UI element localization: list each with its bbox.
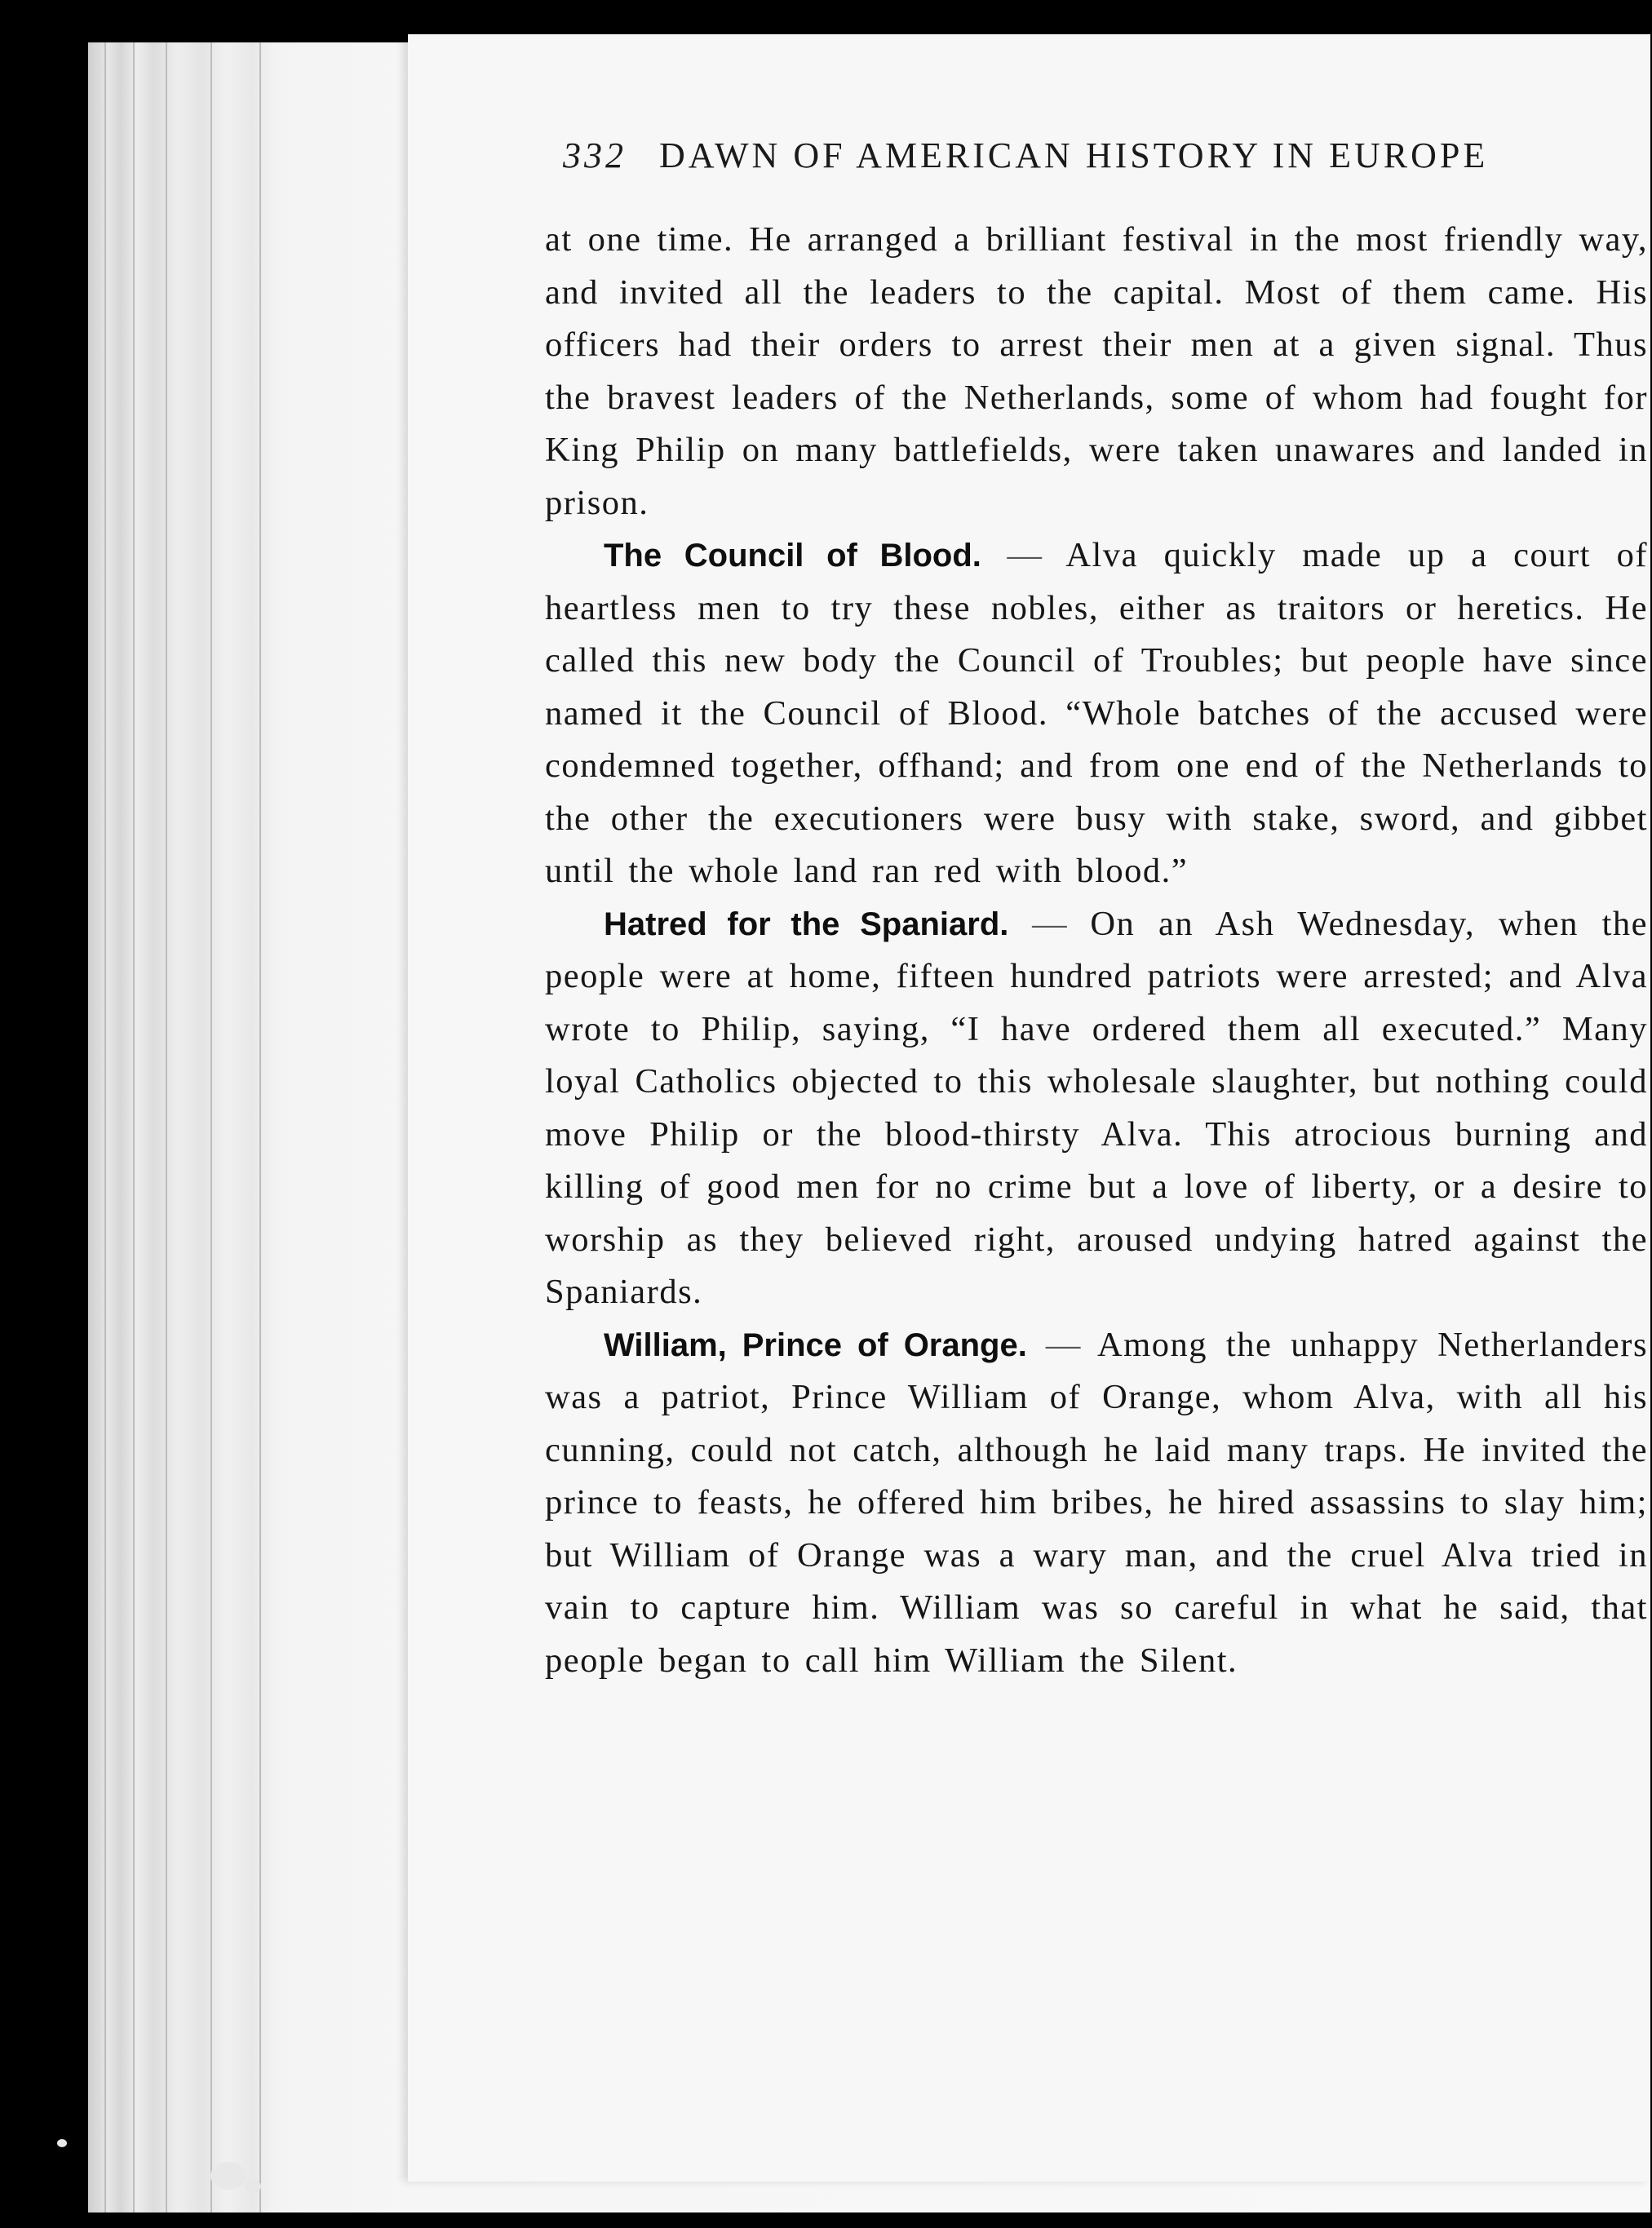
paragraph-text: Among the unhappy Netherlanders was a patriot, Prince William of Orange, whom Alva, with all his cunning, could not catch, although he laid many traps. He invited the prince to feasts, he offered him bribes, he hired assassins to slay him; but William of Orange was a wary man, and the cruel Alva tried in vain to capture him. William was so careful in what he said, that people began to call him William the Silent.	[545, 1325, 1648, 1680]
paragraph-text: Alva quickly made up a court of heartless men to try these nobles, either as traitors or heretics. He called this new body the Council of Troubles; but people have since named it the Council of Blood. “Whole batches of the accused were condemned together, offhand; and from one end of the Netherlands to the other the executioners were busy with stake, sword, and gibbet until the whole land ran red with blood.”	[545, 536, 1648, 890]
scan-speck	[210, 2162, 246, 2190]
paragraph-text: at one time. He arranged a brilliant festival in the most friendly way, and invited all the leaders to the capital. Most of them came. His officers had their orders to arrest their men at a given signal. Thus the bravest leaders of the Netherlands, some of whom had fought for King Philip on many battlefields, were taken unawares and landed in prison.	[545, 220, 1648, 522]
section-heading: William, Prince of Orange.	[604, 1327, 1027, 1363]
running-head	[563, 135, 1591, 176]
page-edge-line	[104, 42, 106, 2212]
paragraph-council-of-blood	[545, 529, 1648, 898]
paragraph-continued	[545, 214, 1648, 529]
paragraph-william-prince-of-orange	[545, 1319, 1648, 1688]
paragraph-hatred-for-the-spaniard	[545, 898, 1648, 1319]
body-text	[545, 214, 1648, 1687]
em-dash: —	[1032, 904, 1067, 943]
running-title: DAWN OF AMERICAN HISTORY IN EUROPE	[659, 135, 1489, 175]
scan-speck	[188, 2203, 194, 2209]
scan-speck	[245, 2180, 261, 2193]
em-dash: —	[1007, 536, 1043, 574]
scan-speck	[57, 2139, 67, 2147]
page-edge-line	[133, 42, 135, 2212]
page-edge-line	[259, 42, 261, 2212]
em-dash: —	[1045, 1325, 1081, 1364]
page-number: 332	[563, 135, 627, 175]
section-heading: Hatred for the Spaniard.	[604, 906, 1009, 942]
section-heading: The Council of Blood.	[604, 538, 981, 574]
paragraph-text: On an Ash Wednesday, when the people were at home, fifteen hundred patriots were arrested; and Alva wrote to Philip, saying, “I have ordered them all executed.” Many loyal Catholics objected to this wholesale slaughter, but nothing could move Philip or the blood-thirsty Alva. This atrocious burning and killing of good men for no crime but a love of liberty, or a desire to worship as they believed right, aroused undying hatred against the Spaniards.	[545, 904, 1649, 1311]
page-edge-line	[166, 42, 167, 2212]
page-edge-line	[210, 42, 212, 2212]
book-page-top-edge	[414, 36, 1650, 60]
